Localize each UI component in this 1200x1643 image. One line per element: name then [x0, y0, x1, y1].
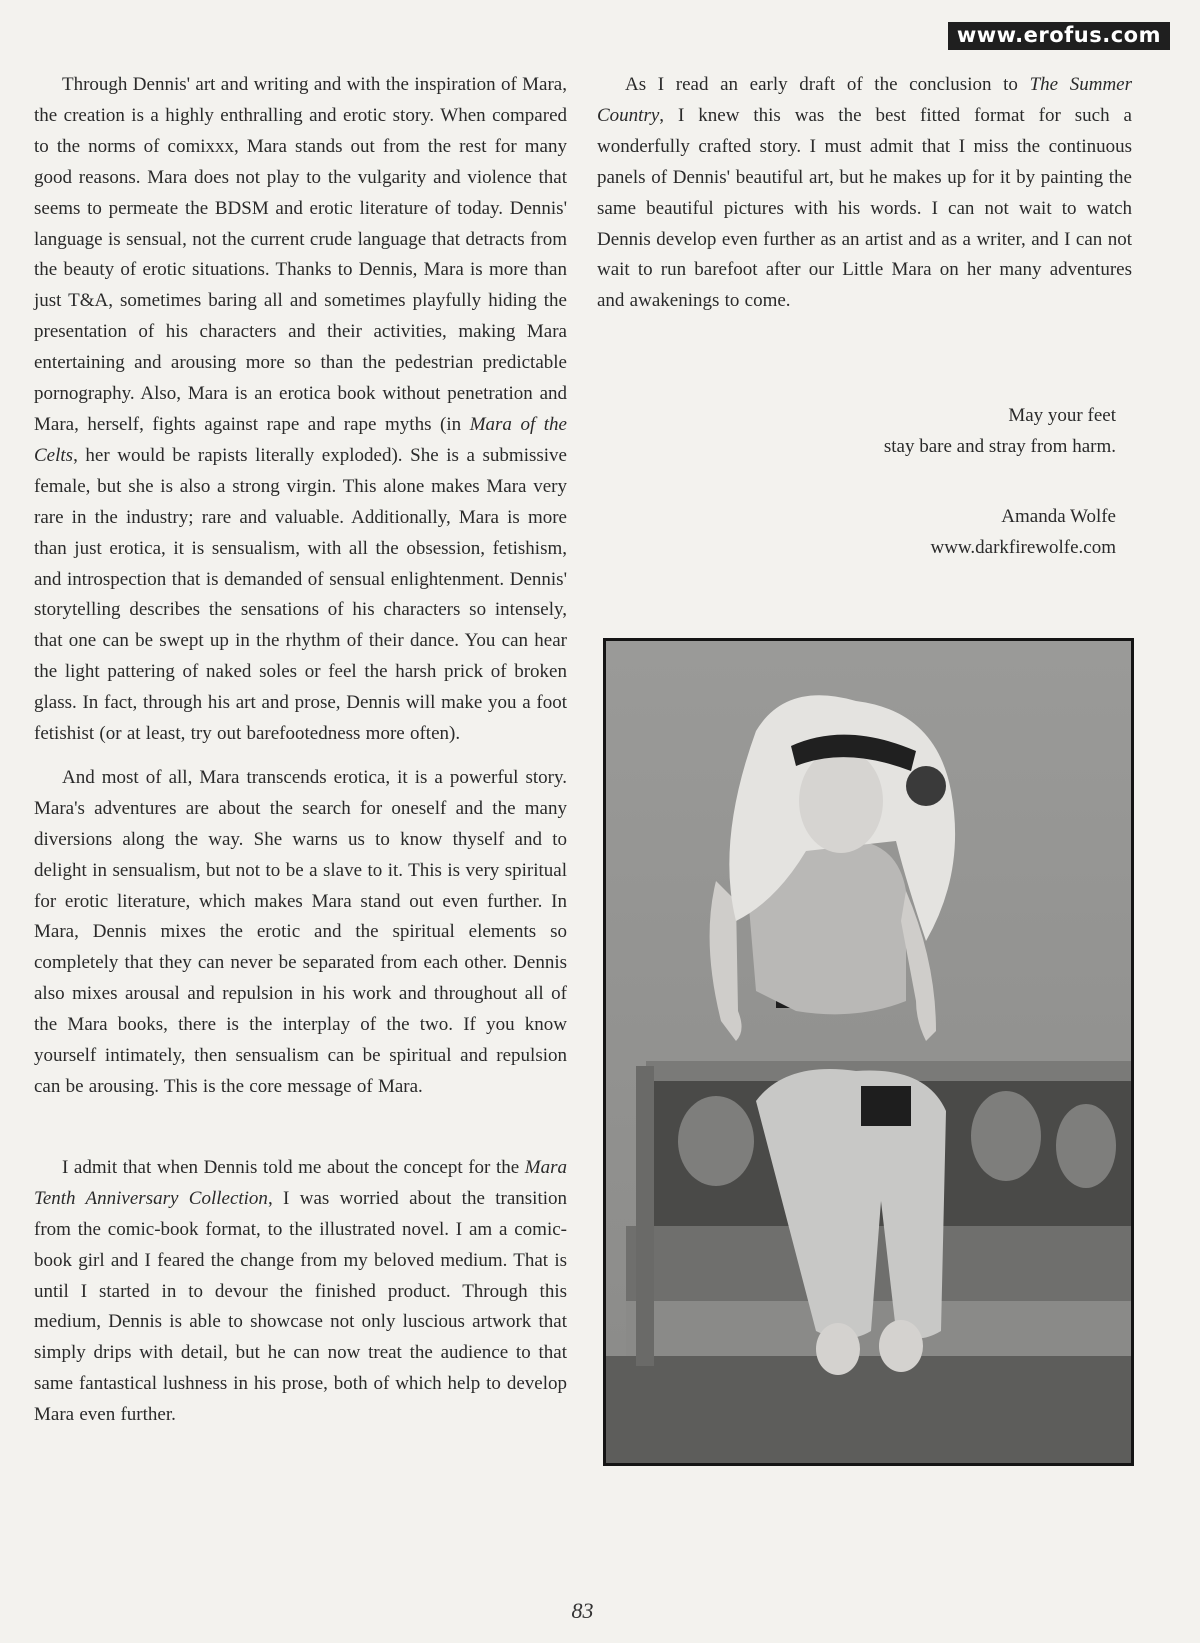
page-number: 83 [571, 1598, 594, 1623]
closing-blessing [884, 401, 1116, 463]
right-paragraph-1-end: , I knew this was the best fitted format for such a wonderfully crafted story. I must admit that I miss the continuous panels of Dennis' beautiful art, but he makes up for it by painting the same beautiful pictures with his words. I can not wait to watch Dennis develop even further as an artist and as a writer, and I can not wait to run barefoot after our Little Mara on her many adventures and awakenings to come. [597, 104, 1132, 312]
paragraph-3 [34, 1153, 567, 1431]
paragraph-2: And most of all, Mara transcends erotica, it is a powerful story. Mara's adventures are about the search for oneself and the many diversions along the way. She warns us to know thyself and to delight in sensualism, but not to be a slave to it. This is very spiritual for erotic literature, which makes Mara stand out even further. In Mara, Dennis mixes the erotic and the spiritual elements so completely that they can never be separated from each other. Dennis also mixes arousal and repulsion in his work and throughout all of the Mara books, there is the interplay of the two. If you know yourself intimately, then sensualism can be spiritual and repulsion can be arousing. This is the core message of Mara. [34, 766, 567, 1097]
site-watermark: www.erofus.com [948, 22, 1170, 50]
book-title-anniversary-collection: Mara Tenth Anniversary Collection [34, 1156, 567, 1209]
closing-line-1: May your feet [1008, 405, 1116, 426]
author-name: Amanda Wolfe [1001, 506, 1116, 527]
left-column [34, 70, 567, 1431]
paragraph-3-start: I admit that when Dennis told me about the concept for the [62, 1156, 525, 1178]
author-signature [930, 502, 1116, 564]
paragraph-1-end: , her would be rapists literally exploded). She is a submissive female, but she is also a strong virgin. This alone makes Mara very rare in the industry; rare and valuable. Additionally, Mara is more than just erotica, it is sensualism, with all the obsession, fetishism, and introspection that is demanded of sensual enlightenment. Dennis' storytelling describes the sensations of his characters so intensely, that one can be swept up in the rhythm of their dance. You can hear the light pattering of naked soles or feel the harsh prick of broken glass. In fact, through his art and prose, Dennis will make you a foot fetishist (or at least, try out barefootedness more often). [34, 444, 567, 745]
right-paragraph-1 [597, 70, 1132, 317]
photograph [603, 638, 1134, 1466]
book-title-summer-country: The Summer Country [597, 74, 1132, 126]
photograph-image [606, 641, 1131, 1463]
closing-line-2: stay bare and stray from harm. [883, 435, 1116, 457]
paragraph-3-end: , I was worried about the transition from the comic-book format, to the illustrated novel. I am a comic-book girl and I feared the change from my beloved medium. That is until I started in to devour the finished product. Through this medium, Dennis is able to showcase not only luscious artwork that simply drips with detail, but he can now treat the audience to that same fantastical lushness in his prose, both of which help to develop Mara even further. [34, 1187, 567, 1426]
right-column [597, 70, 1132, 317]
paragraph-1 [34, 70, 567, 750]
author-website: www.darkfirewolfe.com [930, 536, 1116, 558]
right-paragraph-1-start: As I read an early draft of the conclusion to [625, 74, 1030, 95]
book-title-mara-of-the-celts: Mara of the Celts [34, 413, 567, 466]
paragraph-1-text: Through Dennis' art and writing and with the inspiration of Mara, the creation is a highly enthralling and erotic story. When compared to the norms of comixxx, Mara stands out from the rest for many good reasons. Mara does not play to the vulgarity and violence that seems to permeate the BDSM and erotic literature of today. Dennis' language is sensual, not the current crude language that detracts from the beauty of erotic situations. Thanks to Dennis, Mara is more than just T&A, sometimes baring all and sometimes playfully hiding the presentation of his characters and their activities, making Mara entertaining and arousing more so than the pedestrian predictable pornography. Also, Mara is an erotica book without penetration and Mara, herself, fights against rape and rape myths (in [34, 74, 567, 435]
